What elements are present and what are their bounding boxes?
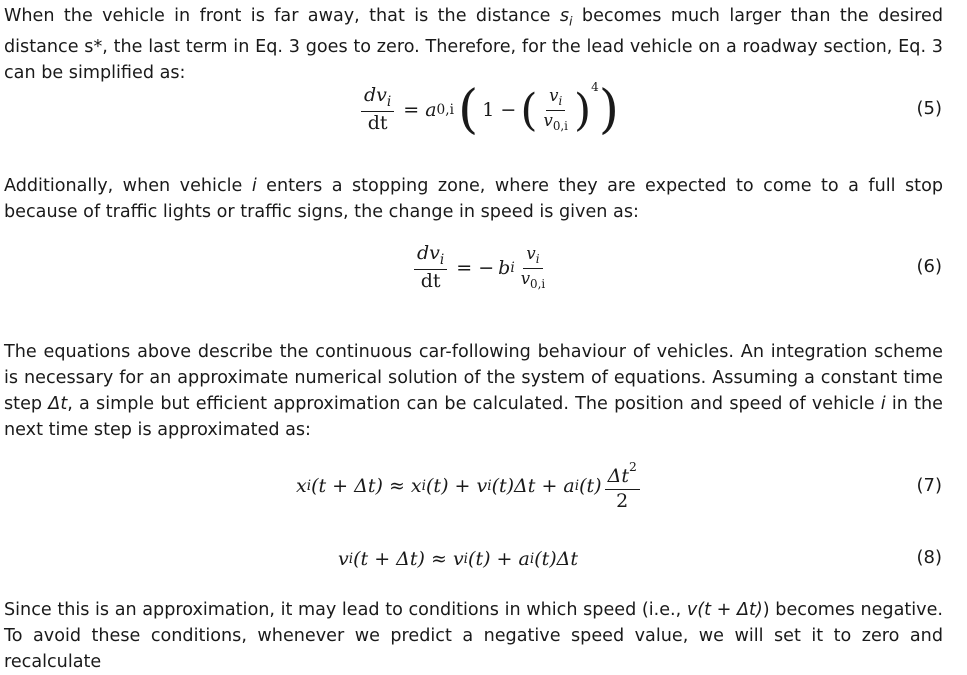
ratio-fraction xyxy=(540,87,570,134)
equation-5-body xyxy=(358,78,619,142)
paragraph-approximation-note xyxy=(4,597,943,675)
text-run: When the vehicle in front is far away, that is the distance xyxy=(4,6,560,26)
numerator: v xyxy=(526,243,536,263)
subscript: 0,i xyxy=(436,102,454,118)
equation-6 xyxy=(0,240,967,296)
subscript: i xyxy=(558,93,563,108)
derivative-fraction xyxy=(414,243,447,293)
term-speed: v xyxy=(476,475,488,497)
superscript: 2 xyxy=(628,459,637,474)
numerator: Δt xyxy=(607,464,629,487)
denominator: dt xyxy=(420,270,441,293)
subscript: i xyxy=(529,551,535,567)
subscript: i xyxy=(348,551,354,567)
subscript: i xyxy=(421,478,427,494)
argument: (t) + xyxy=(426,475,471,497)
right-paren: ) xyxy=(598,80,620,140)
derivative-fraction xyxy=(361,85,394,135)
math-symbol: s xyxy=(559,6,569,26)
equation-8 xyxy=(0,545,967,573)
text-run: enters a stopping zone, where they are expected to come to a full stop because of traffic lights or traffic signs, the change in speed is given as: xyxy=(4,176,943,222)
subscript: i xyxy=(574,478,580,494)
text-run: in the next time step is approximated as: xyxy=(4,394,943,440)
denominator: 2 xyxy=(616,489,629,512)
text-run: ) becomes negative. To avoid these conditions, whenever we predict a negative speed value, we will set it to zero and recalculate xyxy=(4,600,943,672)
paragraph-lead-vehicle xyxy=(4,3,943,86)
text-run: Since this is an approximation, it may lead to conditions in which speed (i.e., xyxy=(4,600,687,620)
equation-number: (5) xyxy=(916,98,942,119)
paragraph-stopping-zone xyxy=(4,173,943,225)
speed-symbol: v xyxy=(338,548,349,570)
argument: (t)Δt + xyxy=(491,475,558,497)
exponent: 4 xyxy=(591,80,599,94)
denominator: dt xyxy=(367,112,388,135)
text-run: Additionally, when vehicle xyxy=(4,176,252,196)
numerator: dv xyxy=(417,241,440,264)
inner-left-paren: ( xyxy=(520,84,538,136)
text-run: The equations above describe the continuous car-following behaviour of vehicles. An integration scheme is necessary for an approximate numerical solution of the system of equations. Assuming a constant time step xyxy=(4,342,943,414)
equation-6-body xyxy=(411,240,551,296)
equals-sign: = xyxy=(403,99,420,121)
argument: (t + Δt) ≈ xyxy=(353,548,447,570)
text-run: becomes much larger than the desired distance s*, the last term in Eq. 3 goes to zero. Therefore, for the lead vehicle on a roadway section, Eq. 3 can be simplified as: xyxy=(4,6,943,84)
subscript: i xyxy=(463,551,469,567)
text-run: , a simple but efficient approximation can be calculated. The position and speed of vehicle xyxy=(67,394,881,414)
numerator: dv xyxy=(364,83,387,106)
one-minus: 1 − xyxy=(482,99,517,121)
equation-7-body xyxy=(296,458,643,514)
term-acceleration: a xyxy=(563,475,575,497)
argument: (t)Δt xyxy=(534,548,579,570)
equation-number: (8) xyxy=(916,547,942,568)
equation-8-body xyxy=(338,545,578,573)
argument: (t) + xyxy=(468,548,513,570)
equation-5 xyxy=(0,78,967,142)
subscript: i xyxy=(386,93,392,110)
position-symbol: x xyxy=(296,475,307,497)
coefficient: a xyxy=(425,99,437,121)
subscript: i xyxy=(535,251,540,266)
inner-right-paren: ) xyxy=(573,84,592,136)
subscript: i xyxy=(510,260,515,276)
left-paren: ( xyxy=(457,80,479,140)
equation-number: (6) xyxy=(916,256,942,277)
argument: (t) xyxy=(579,475,602,497)
subscript: i xyxy=(306,478,312,494)
math-symbol: i xyxy=(880,394,886,414)
deceleration-coef: b xyxy=(498,257,511,279)
timestep-fraction xyxy=(605,460,640,513)
term-acceleration: a xyxy=(518,548,530,570)
argument: (t + Δt) ≈ xyxy=(311,475,405,497)
term-position: x xyxy=(410,475,422,497)
denominator: v xyxy=(520,268,531,288)
math-symbol: i xyxy=(251,176,257,196)
denominator: v xyxy=(543,110,553,130)
ratio-fraction xyxy=(518,245,548,292)
equation-number: (7) xyxy=(916,475,942,496)
subscript: i xyxy=(439,251,445,268)
subscript: 0,i xyxy=(530,276,546,291)
numerator: v xyxy=(549,85,559,105)
math-symbol: Δt xyxy=(48,394,68,414)
term-speed: v xyxy=(452,548,464,570)
subscript: i xyxy=(487,478,492,494)
math-subscript: i xyxy=(569,13,573,29)
equals-minus: = − xyxy=(456,257,495,279)
math-expression: v(t + Δt) xyxy=(686,600,763,620)
paragraph-integration-scheme xyxy=(4,339,943,443)
subscript: 0,i xyxy=(552,118,568,133)
equation-7 xyxy=(0,458,967,514)
